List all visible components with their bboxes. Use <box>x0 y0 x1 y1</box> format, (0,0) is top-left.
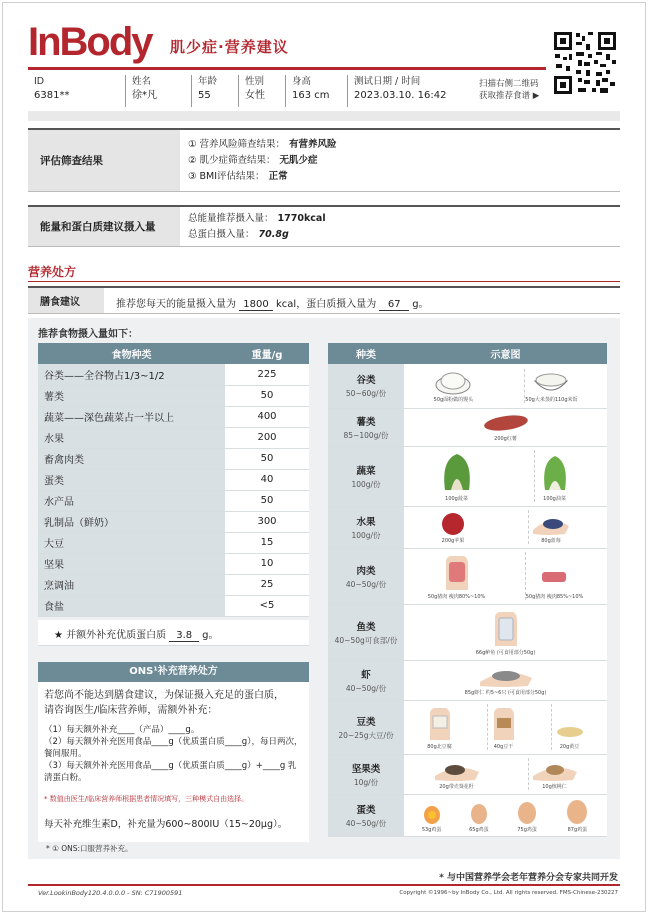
screening-line-nutrition: ① 营养风险筛查结果： 有营养风险 <box>188 138 337 150</box>
vitamin-d-note: 每天补充维生素D，补充量为600~800IU（15~20μg）。 <box>44 819 288 830</box>
table-row: 薯类 85~100g/份 200g红薯 <box>328 408 607 446</box>
patient-age: 年龄 55 <box>191 75 235 107</box>
pork-slice-icon: 50g猪肉 瘦肉85%~10% <box>525 552 584 600</box>
prescription-divider <box>28 281 620 282</box>
ons-footnote: * ① ONS:口服营养补充。 <box>46 844 133 853</box>
egg-icon: 65g鸡蛋 <box>468 801 490 833</box>
food-portion-table <box>328 343 607 837</box>
table-row: 虾 40~50g/份 85g虾仁 约5~6只 (可食用部分50g) <box>328 660 607 700</box>
patient-name: 姓名 徐*凡 <box>125 75 185 107</box>
table-row: 水果 200 <box>38 427 309 448</box>
col-illustration: 示意图 <box>404 343 607 364</box>
table-row: 谷类 50~60g/份 50g面粉做的馒头 50g大米蒸的110g米饭 <box>328 364 607 408</box>
energy-protein-intake <box>28 205 620 247</box>
fish-hand-icon: 66g鲈鱼 (可食用部分50g) <box>476 608 536 656</box>
prescription-title: 营养处方 <box>28 265 77 279</box>
table-row: 乳制品（鲜奶） 300 <box>38 511 309 532</box>
qr-code-icon[interactable] <box>552 30 618 96</box>
protein-line: 总蛋白摄入量： 70.8g <box>188 228 289 240</box>
patient-sex: 性别 女性 <box>238 75 282 107</box>
test-datetime: 测试日期 / 时间 2023.03.10. 16:42 <box>347 75 467 107</box>
table-row: 蛋类 40~50g/份 53g鸡蛋 65g鸡蛋 75g鸡蛋 87g鸡蛋 <box>328 794 607 836</box>
rice-bowl-icon: 50g大米蒸的110g米饭 <box>524 369 577 403</box>
walnut-hand-icon: 10g核桃仁 <box>528 758 581 790</box>
steamed-bun-icon: 50g面粉做的馒头 <box>433 369 473 403</box>
table-row: 大豆 15 <box>38 532 309 553</box>
screening-results <box>28 128 620 192</box>
dried-tofu-hand-icon: 40g豆干 <box>487 704 520 750</box>
soybean-icon: 20g黄豆 <box>551 704 588 750</box>
sweet-potato-icon: 200g红薯 <box>481 412 531 442</box>
header-divider <box>28 67 546 70</box>
egg-icon: 75g鸡蛋 <box>515 799 539 833</box>
table-row: 豆类 20~25g大豆/份 80g北豆腐 40g豆干 20g黄豆 <box>328 700 607 754</box>
diet-protein-value: 67 <box>379 299 409 311</box>
apple-icon: 200g苹果 <box>438 510 468 544</box>
egg-icon: 87g鸡蛋 <box>564 797 590 833</box>
table-row: 蔬菜——深色蔬菜占一半以上 400 <box>38 406 309 427</box>
table-row: 蛋类 40 <box>38 469 309 490</box>
table-row: 坚果类 10g/份 20g带壳葵花籽 10g核桃仁 <box>328 754 607 794</box>
table-row: 坚果 10 <box>38 553 309 574</box>
col-weight: 重量/g <box>225 343 309 364</box>
screening-line-bmi: ③ BMI评估结果： 正常 <box>188 170 288 182</box>
screening-head: 评估筛查结果 <box>28 130 180 191</box>
spinach-icon: 100g菠菜 <box>437 450 477 502</box>
extra-protein-note: ★ 并额外补充优质蛋白质 3.8 g。 <box>38 620 309 646</box>
table-row: 蔬菜 100g/份 100g菠菜 100g油菜 <box>328 446 607 506</box>
diet-head: 膳食建议 <box>28 288 104 313</box>
meat-hand-icon: 50g猪肉 瘦肉80%~10% <box>428 552 486 600</box>
table-row: 肉类 40~50g/份 50g猪肉 瘦肉80%~10% 50g猪肉 瘦肉85%~10% <box>328 548 607 604</box>
col-food-type: 食物种类 <box>38 343 225 364</box>
copyright: Copyright ©1996~by InBody Co., Ltd. All rights reserved. FMS-Chinese-230227 <box>399 890 618 896</box>
table-row: 水果 100g/份 200g苹果 80g蓝莓 <box>328 506 607 548</box>
patient-height: 身高 163 cm <box>285 75 345 107</box>
tofu-hand-icon: 80g北豆腐 <box>424 704 456 750</box>
energy-body <box>188 207 326 246</box>
scan-hint[interactable]: 扫描右侧二维码 获取推荐食谱 ▶ <box>479 79 540 101</box>
diet-text: 推荐您每天的能量摄入量为 1800 kcal，蛋白质摄入量为 67 g。 <box>116 299 429 310</box>
recommend-title: 推荐食物摄入量如下： <box>38 329 138 340</box>
credit-note: * 与中国营养学会老年营养分会专家共同开发 <box>439 873 618 883</box>
table-row: 食盐 <5 <box>38 595 309 616</box>
ons-item-3: （3）每天额外补充医用食品____g（优质蛋白质____g）+____g 乳清蛋白粉。 <box>44 761 297 783</box>
table-row: 谷类——全谷物占1/3~1/2 225 <box>38 364 309 385</box>
bok-choy-icon: 100g油菜 <box>534 450 575 502</box>
table-row: 水产品 50 <box>38 490 309 511</box>
screening-line-sarcopenia: ② 肌少症筛查结果： 无肌少症 <box>188 154 318 166</box>
shrimp-hand-icon: 85g虾仁 约5~6只 (可食用部分50g) <box>465 664 547 696</box>
ons-item-2: （2）每天额外补充医用食品____g（优质蛋白质____g），每日两次，餐间服用。 <box>44 737 303 759</box>
patient-id: ID 6381** <box>34 76 70 101</box>
inbody-logo: InBody <box>28 20 152 64</box>
table-row: 鱼类 40~50g可食部/份 66g鲈鱼 (可食用部分50g) <box>328 604 607 660</box>
energy-line: 总能量推荐摄入量： 1770kcal <box>188 212 326 224</box>
screening-body <box>188 130 337 191</box>
table-row: 畜禽肉类 50 <box>38 448 309 469</box>
food-intake-table <box>38 343 309 617</box>
egg-icon: 53g鸡蛋 <box>421 803 443 833</box>
sunflower-seed-hand-icon: 20g带壳葵花籽 <box>431 758 483 790</box>
diet-energy-value: 1800 <box>239 299 273 311</box>
table-row: 薯类 50 <box>38 385 309 406</box>
ons-body: 若您尚不能达到膳食建议，为保证摄入充足的蛋白质， 请咨询医生/临床营养师，需额外补充： （1）每天额外补充____（产品）____g。 （2）每天额外补充医用食品____g（优质蛋白质____g），每日两次，餐间服用。 （3）每天额外补充医用食品____g（优质蛋白质____g）+____g 乳清蛋白粉。 * 数值由医生/临床营养师根据患者情况填写，三种模式自由选择。 每天补充维生素D，补充量为600~800IU（15~20μg）。 <box>38 682 309 842</box>
page-title: 肌少症·营养建议 <box>170 38 289 56</box>
energy-head: 能量和蛋白质建议摄入量 <box>28 207 180 246</box>
ons-red-note: * 数值由医生/临床营养师根据患者情况填写，三种模式自由选择。 <box>44 795 249 803</box>
diet-advice <box>28 286 620 314</box>
version-info: Ver.LookinBody120.4.0.0.0 - SN: C71900591 <box>38 889 183 897</box>
header-band <box>28 111 620 121</box>
table-row: 烹调油 25 <box>38 574 309 595</box>
ons-head: ONS¹补充营养处方 <box>38 662 309 682</box>
footer-divider <box>28 884 620 886</box>
blueberry-hand-icon: 80g蓝莓 <box>528 510 573 544</box>
ons-item-1: （1）每天额外补充____（产品）____g。 <box>44 725 200 735</box>
col-category: 种类 <box>328 343 404 364</box>
